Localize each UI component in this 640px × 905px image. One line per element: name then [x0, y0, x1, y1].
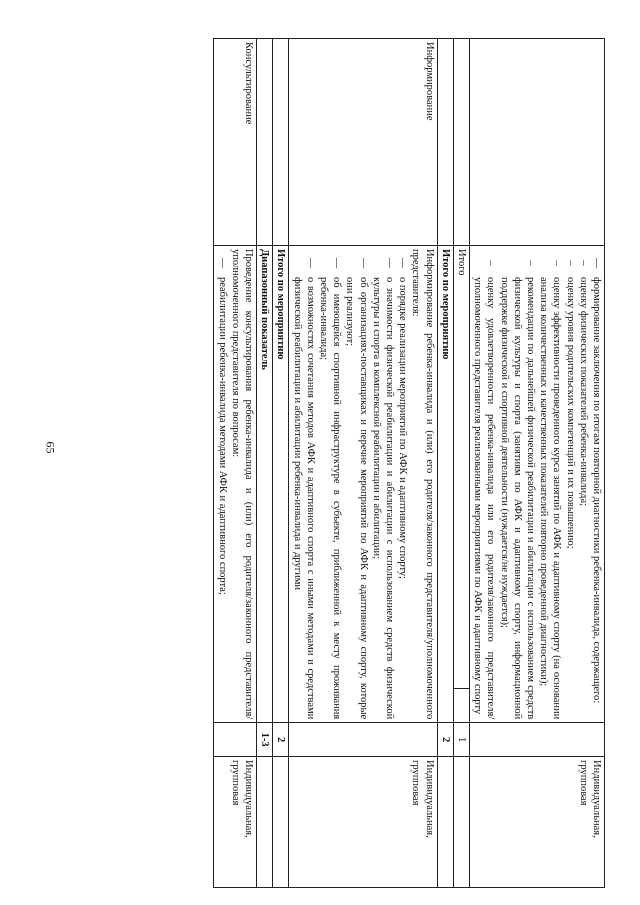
table-row: [256, 39, 272, 888]
form-cell: [437, 757, 453, 888]
activity-name-cell: [469, 39, 604, 246]
list-item: – оценку эффективности проведенного курса занятий по АФК и адаптивному спорту (на основании анализа количественных и качественных показателей повторно проведенной диагностики);: [538, 260, 563, 720]
total-value: 1: [453, 723, 469, 757]
form-cell: [453, 757, 469, 888]
total-label: Итого: [453, 245, 469, 688]
list-item: – оценку физических показателей ребенка-инвалида;: [577, 260, 589, 507]
activity-content-cell: [289, 245, 437, 722]
inform-total-value: 2: [273, 723, 289, 757]
activity-name-cell: [437, 39, 453, 246]
total-event-label: Итого по мероприятию: [437, 245, 453, 722]
list-item: — об организациях-поставщиках и перечне мероприятий по АФК и адаптивному спорту, которые они реализуют;: [344, 257, 369, 720]
list-item: – оценку удовлетворенности ребенка-инвалида или его родителя/законного представителя/уполномоченного представителя реализованными мероприятиями по АФК и адаптивному спорту: [472, 260, 497, 720]
count-cell: [469, 723, 604, 757]
list-item: – рекомендации по дальнейшей физической реабилитации и абилитации с использованием средств физической культуры и спорта (занятиям по АФК и адаптивному спорту, информационной поддержке физической и спортивной деятельности (нуждается/не нуждается);: [498, 260, 536, 720]
total-event-value: 2: [437, 723, 453, 757]
list-item: — об имеющейся спортивной инфраструктуре в субъекте, приближенной к месту проживания ребенка-инвалида;: [317, 257, 343, 720]
list-item: — о значимости физической реабилитации и абилитации с использованием средств физической культуры и спорта в комплексной реабилитации и абилитации;: [370, 257, 395, 720]
count-cell: [214, 723, 257, 757]
activity-content-cell: [469, 245, 604, 722]
list-item: — о возможностях сочетания методов АФК и адаптивного спорта с иными методами и средствами физической реабилитации и абилитации ребенка-инвалида и другими: [291, 257, 316, 720]
list-item: — реабилитации ребенка-инвалида методами АФК и адаптивного спорта;: [216, 257, 228, 595]
form-cell: [256, 757, 272, 888]
activity-name-cell: Информирование: [289, 39, 437, 246]
activity-name-cell: [256, 39, 272, 246]
table-row: [214, 39, 257, 888]
rotated-table-wrapper: [65, 38, 605, 888]
range-label: Диапазонный показатель: [256, 245, 272, 722]
activity-name-cell: [273, 39, 289, 246]
form-cell: Индивидуальная, групповая: [469, 757, 604, 888]
consult-intro: Проведение консультирования ребенка-инвалида и (или) его родителя/законного представителя/уполномоченного представителя по вопросам:: [229, 248, 254, 720]
table-row: [453, 39, 469, 888]
activity-name-cell: [453, 39, 469, 246]
page-number: 65: [43, 441, 58, 454]
form-cell: Индивидуальная, групповая: [214, 757, 257, 888]
list-item: — о порядке реализации мероприятий по АФК и адаптивному спорту;: [397, 257, 409, 579]
table-row: [273, 39, 289, 888]
form-cell: [273, 757, 289, 888]
services-table: [213, 38, 605, 888]
table-row: [469, 39, 604, 888]
form-cell: Индивидуальная, групповая: [289, 757, 437, 888]
range-value: 1-3: [256, 723, 272, 757]
table-row: [289, 39, 437, 888]
activity-name-cell: Консультирование: [214, 39, 257, 246]
table-row: [437, 39, 453, 888]
count-cell: [289, 723, 437, 757]
list-item: – оценку уровня родительских компетенций и их повышению;: [564, 260, 576, 549]
activity-content-cell: [214, 245, 257, 722]
list-item: — формирование заключения по итогам повторной диагностики ребенка-инвалида, содержащего:: [591, 257, 602, 704]
inform-intro: Информирование ребенка-инвалида и (или) его родителя/законного представителя/уполномоченного представителя:: [410, 248, 435, 720]
spacer-cell: [453, 689, 469, 723]
inform-total-label: Итого по мероприятию: [273, 245, 289, 722]
